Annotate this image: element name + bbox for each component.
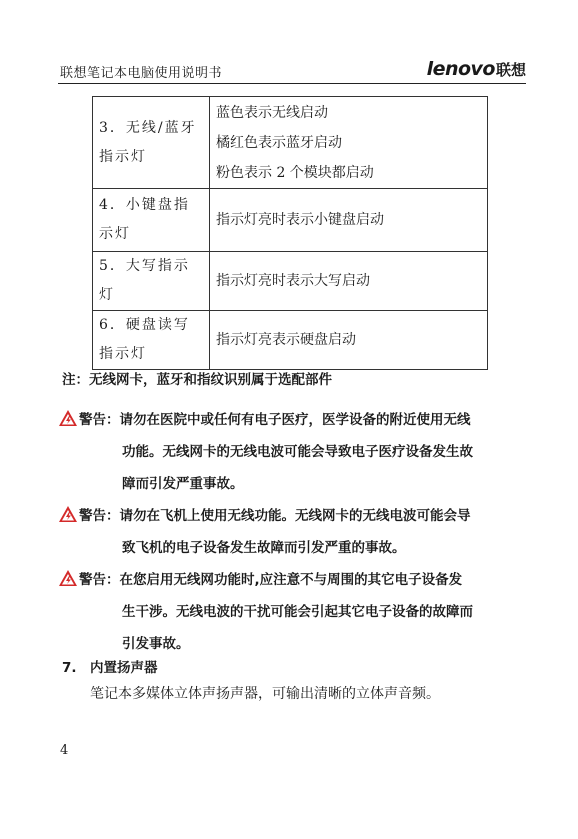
table-row (93, 311, 488, 370)
desc-line: 指示灯亮时表示小键盘启动 (216, 212, 384, 228)
indicator-name: 5．大写指示灯 (93, 252, 210, 311)
optional-parts-note: 注：无线网卡，蓝牙和指纹识别属于选配部件 (62, 372, 332, 388)
table-row (93, 97, 488, 189)
indicator-desc (210, 97, 488, 189)
indicator-desc (210, 252, 488, 311)
desc-line: 指示灯亮时表示大写启动 (216, 273, 370, 289)
warning-block (58, 564, 473, 660)
desc-line: 粉色表示 2 个模块都启动 (216, 164, 374, 181)
section-title: 内置扬声器 (90, 660, 158, 676)
warning-text: 引发事故。 (122, 636, 190, 652)
warning-text: 功能。无线网卡的无线电波可能会导致电子医疗设备发生故 (122, 444, 473, 460)
warning-block (58, 500, 471, 564)
indicator-name: 6．硬盘读写指示灯 (93, 311, 210, 370)
warning-triangle-icon (58, 409, 78, 427)
indicator-desc (210, 189, 488, 252)
section-number: 7. (62, 660, 77, 676)
indicator-desc (210, 311, 488, 370)
lenovo-logo (427, 58, 526, 80)
warning-text: 警告：请勿在飞机上使用无线功能。无线网卡的无线电波可能会导 (79, 508, 471, 524)
warning-text: 警告：在您启用无线网功能时,应注意不与周围的其它电子设备发 (79, 572, 463, 588)
table-row (93, 252, 488, 311)
desc-line: 指示灯亮表示硬盘启动 (216, 332, 356, 348)
warning-block (58, 404, 473, 500)
warning-triangle-icon (58, 505, 78, 523)
section-body: 笔记本多媒体立体声扬声器，可输出清晰的立体声音频。 (90, 686, 440, 702)
indicator-name: 3．无线/蓝牙指示灯 (93, 97, 210, 189)
desc-line: 蓝色表示无线启动 (216, 104, 328, 121)
warning-text: 警告：请勿在医院中或任何有电子医疗，医学设备的附近使用无线 (79, 412, 471, 428)
indicator-table (92, 96, 488, 370)
warning-text: 障而引发严重事故。 (122, 476, 244, 492)
table-row (93, 189, 488, 252)
section-heading (62, 656, 158, 676)
warning-text: 生干涉。无线电波的干扰可能会引起其它电子设备的故障而 (122, 604, 473, 620)
header-rule (58, 83, 526, 84)
logo-wordmark: lenovo (426, 58, 495, 80)
warning-triangle-icon (58, 569, 78, 587)
logo-chinese: 联想 (495, 61, 526, 79)
header-title: 联想笔记本电脑使用说明书 (60, 66, 223, 81)
warning-text: 致飞机的电子设备发生故障而引发严重的事故。 (122, 540, 406, 556)
page-number: 4 (60, 743, 69, 758)
indicator-name: 4．小键盘指示灯 (93, 189, 210, 252)
desc-line: 橘红色表示蓝牙启动 (216, 134, 342, 151)
